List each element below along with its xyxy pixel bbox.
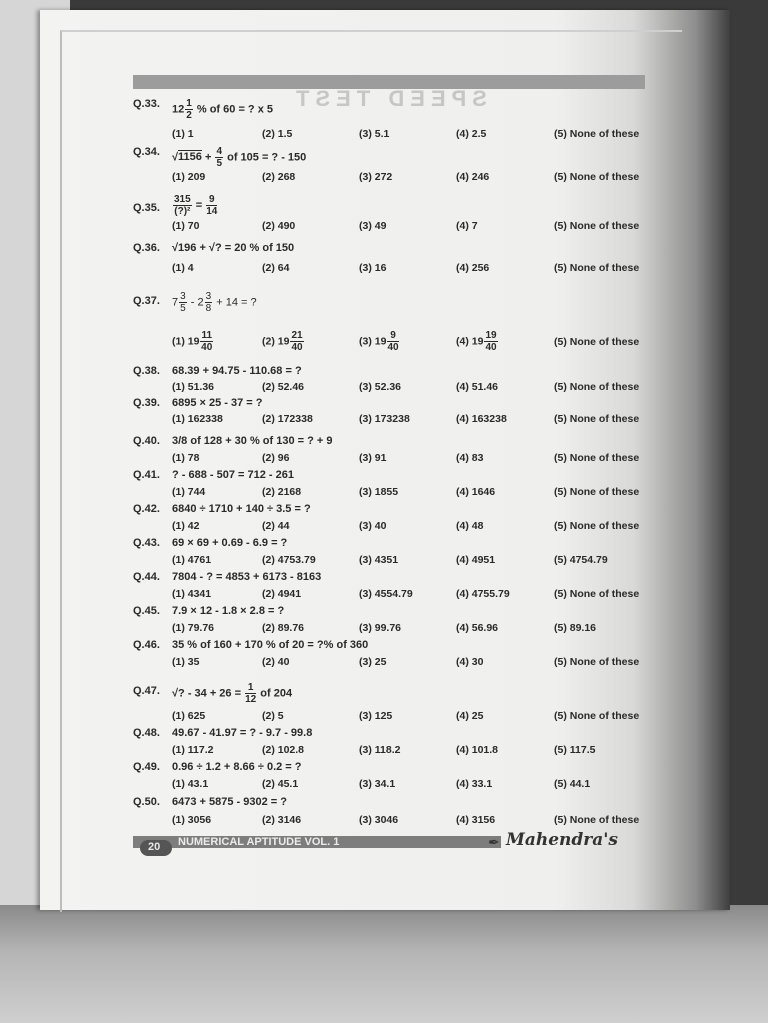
fraction-denominator: 40 bbox=[201, 342, 213, 353]
option-1[interactable]: (1) 43.1 bbox=[172, 778, 209, 790]
options-39 bbox=[172, 413, 652, 427]
option-3[interactable]: (3) 5.1 bbox=[359, 128, 390, 140]
option-2[interactable]: (2) 268 bbox=[262, 171, 296, 183]
fraction-numerator: 19 bbox=[485, 330, 497, 341]
fraction-denominator: 2 bbox=[186, 110, 192, 121]
option-whole: (2) 19 bbox=[262, 335, 290, 348]
option-4[interactable]: (4) 1646 bbox=[456, 486, 496, 498]
option-3[interactable]: (3) 3046 bbox=[359, 814, 399, 826]
book-title: NUMERICAL APTITUDE VOL. 1 bbox=[178, 836, 340, 848]
option-3[interactable]: (3) 99.76 bbox=[359, 622, 402, 634]
question-number: Q.39. bbox=[133, 397, 160, 409]
math-text: = bbox=[195, 199, 203, 212]
fraction-numerator: 315 bbox=[174, 194, 191, 205]
option-2[interactable]: (2) 89.76 bbox=[262, 622, 305, 634]
option-5[interactable]: (5) None of these bbox=[554, 171, 640, 183]
option-3[interactable]: (3) 118.2 bbox=[359, 744, 401, 756]
option-4[interactable]: (4) 101.8 bbox=[456, 744, 499, 756]
fraction-denominator: 5 bbox=[180, 303, 186, 314]
options-45 bbox=[172, 622, 652, 636]
fraction-denominator: 12 bbox=[245, 694, 257, 705]
option-1[interactable]: (1) 79.76 bbox=[172, 622, 215, 634]
option-5[interactable]: (5) 4754.79 bbox=[554, 554, 608, 566]
option-3[interactable]: (3) 272 bbox=[359, 171, 393, 183]
fraction-denominator: 40 bbox=[387, 342, 399, 353]
option-5[interactable]: (5) 117.5 bbox=[554, 744, 596, 756]
option-5[interactable]: (5) 89.16 bbox=[554, 622, 597, 634]
option-5[interactable]: (5) None of these bbox=[554, 452, 640, 464]
question-text: √196 + √? = 20 % of 150 bbox=[172, 242, 295, 254]
option-3[interactable]: (3) 4554.79 bbox=[359, 588, 413, 600]
question-text bbox=[172, 291, 257, 314]
option-5[interactable]: (5) None of these bbox=[554, 486, 640, 498]
options-46 bbox=[172, 656, 652, 670]
option-3[interactable]: (3) 125 bbox=[359, 710, 393, 722]
fraction-denominator: (?)² bbox=[174, 206, 191, 217]
option-4[interactable]: (4) 33.1 bbox=[456, 778, 493, 790]
page-number: 20 bbox=[148, 841, 161, 853]
option-2[interactable]: (2) 1.5 bbox=[262, 128, 293, 140]
option-5[interactable]: (5) None of these bbox=[554, 220, 640, 232]
fraction bbox=[185, 98, 193, 121]
question-text: 7.9 × 12 - 1.8 × 2.8 = ? bbox=[172, 605, 285, 617]
option-2[interactable]: (2) 44 bbox=[262, 520, 290, 532]
fraction-numerator: 1 bbox=[245, 682, 256, 694]
question-text: 69 × 69 + 0.69 - 6.9 = ? bbox=[172, 537, 288, 549]
pen-logo-icon: ✒ bbox=[488, 834, 500, 850]
question-number: Q.46. bbox=[133, 639, 160, 651]
option-3[interactable]: (3) 25 bbox=[359, 656, 387, 668]
option-4[interactable]: (4) 246 bbox=[456, 171, 490, 183]
math-text: 1156 bbox=[178, 151, 202, 164]
options-38 bbox=[172, 381, 652, 395]
option-2[interactable]: (2) 102.8 bbox=[262, 744, 305, 756]
options-41 bbox=[172, 486, 652, 500]
question-text: 68.39 + 94.75 - 110.68 = ? bbox=[172, 365, 302, 377]
option-5[interactable]: (5) None of these bbox=[554, 262, 640, 274]
question-number: Q.42. bbox=[133, 503, 160, 515]
option-3[interactable]: (3) 1855 bbox=[359, 486, 399, 498]
option-5[interactable]: (5) None of these bbox=[554, 520, 640, 532]
fraction-numerator: 4 bbox=[216, 146, 223, 157]
fraction-numerator: 9 bbox=[206, 194, 217, 206]
fraction-denominator: 5 bbox=[216, 158, 223, 169]
fraction-denominator: 40 bbox=[485, 342, 497, 353]
option-1[interactable]: (1) 4761 bbox=[172, 554, 212, 566]
option-3[interactable]: (3) 52.36 bbox=[359, 381, 402, 393]
option-4[interactable]: (4) 25 bbox=[456, 710, 484, 722]
option-5[interactable]: (5) None of these bbox=[554, 588, 640, 600]
option-2[interactable]: (2) 172338 bbox=[262, 413, 313, 425]
fraction bbox=[179, 291, 187, 314]
option-2[interactable]: (2) 45.1 bbox=[262, 778, 299, 790]
option-3[interactable]: (3) 16 bbox=[359, 262, 387, 274]
options-33 bbox=[172, 128, 652, 142]
question-number: Q.50. bbox=[133, 796, 160, 808]
option-1[interactable]: (1) 744 bbox=[172, 486, 206, 498]
options-37 bbox=[172, 330, 652, 356]
question-text bbox=[172, 98, 273, 121]
question-number: Q.35. bbox=[133, 202, 160, 214]
math-text: of 105 = ? - 150 bbox=[227, 151, 307, 164]
question-text bbox=[172, 194, 218, 217]
question-number: Q.33. bbox=[133, 98, 160, 110]
question-text bbox=[172, 146, 306, 169]
option-2[interactable]: (2) 2168 bbox=[262, 486, 302, 498]
option-4[interactable]: (4) 48 bbox=[456, 520, 484, 532]
question-text: 6895 × 25 - 37 = ? bbox=[172, 397, 263, 409]
option-1[interactable]: (1) 4341 bbox=[172, 588, 212, 600]
option-4[interactable]: (4) 3156 bbox=[456, 814, 496, 826]
fraction-numerator: 11 bbox=[201, 330, 213, 341]
option-1[interactable]: (1) 70 bbox=[172, 220, 200, 232]
fraction-denominator: 8 bbox=[205, 303, 212, 314]
options-47 bbox=[172, 710, 652, 724]
option-3[interactable]: (3) 34.1 bbox=[359, 778, 396, 790]
fraction-numerator: 1 bbox=[186, 98, 192, 109]
math-text: 12 bbox=[172, 103, 185, 116]
option-1[interactable]: (1) 117.2 bbox=[172, 744, 214, 756]
fraction bbox=[484, 330, 497, 353]
question-number: Q.40. bbox=[133, 435, 160, 447]
fraction-numerator: 21 bbox=[291, 330, 303, 341]
option-5[interactable]: (5) None of these bbox=[554, 656, 640, 668]
root-sign: √ bbox=[172, 151, 179, 164]
option-3[interactable]: (3) 4351 bbox=[359, 554, 399, 566]
question-text: 49.67 - 41.97 = ? - 9.7 - 99.8 bbox=[172, 727, 313, 739]
question-number: Q.36. bbox=[133, 242, 160, 254]
options-34 bbox=[172, 171, 652, 185]
option-2[interactable]: (2) 4941 bbox=[262, 588, 302, 600]
option-4[interactable]: (4) 51.46 bbox=[456, 381, 499, 393]
option-1[interactable] bbox=[172, 330, 214, 353]
question-text bbox=[172, 682, 292, 705]
option-2[interactable]: (2) 40 bbox=[262, 656, 290, 668]
option-2[interactable]: (2) 52.46 bbox=[262, 381, 305, 393]
fraction bbox=[205, 291, 213, 314]
fraction bbox=[206, 194, 217, 217]
option-1[interactable]: (1) 209 bbox=[172, 171, 206, 183]
fraction bbox=[387, 330, 398, 353]
option-5[interactable]: (5) None of these bbox=[554, 381, 640, 393]
option-5[interactable]: (5) None of these bbox=[554, 710, 640, 722]
question-number: Q.38. bbox=[133, 365, 160, 377]
question-number: Q.41. bbox=[133, 469, 160, 481]
option-whole: (3) 19 bbox=[359, 335, 387, 348]
fraction bbox=[290, 330, 303, 353]
option-4[interactable]: (4) 56.96 bbox=[456, 622, 499, 634]
question-text: ? - 688 - 507 = 712 - 261 bbox=[172, 469, 294, 481]
option-5[interactable]: (5) None of these bbox=[554, 336, 640, 348]
option-4[interactable] bbox=[456, 330, 499, 353]
option-1[interactable]: (1) 42 bbox=[172, 520, 200, 532]
option-3[interactable]: (3) 49 bbox=[359, 220, 387, 232]
option-5[interactable]: (5) None of these bbox=[554, 814, 640, 826]
option-2[interactable] bbox=[262, 330, 305, 353]
question-text: 6473 + 5875 - 9302 = ? bbox=[172, 796, 287, 808]
option-5[interactable]: (5) 44.1 bbox=[554, 778, 591, 790]
options-42 bbox=[172, 520, 652, 534]
fraction-denominator: 40 bbox=[291, 342, 303, 353]
question-text: 7804 - ? = 4853 + 6173 - 8163 bbox=[172, 571, 322, 583]
option-1[interactable]: (1) 51.36 bbox=[172, 381, 215, 393]
option-4[interactable]: (4) 163238 bbox=[456, 413, 507, 425]
options-50 bbox=[172, 814, 652, 828]
option-2[interactable]: (2) 490 bbox=[262, 220, 296, 232]
question-text: 6840 ÷ 1710 + 140 ÷ 3.5 = ? bbox=[172, 503, 311, 515]
math-text: + 14 = ? bbox=[216, 296, 257, 309]
option-4[interactable]: (4) 30 bbox=[456, 656, 484, 668]
question-text: 0.96 ÷ 1.2 + 8.66 ÷ 0.2 = ? bbox=[172, 761, 302, 773]
options-35 bbox=[172, 220, 652, 234]
option-2[interactable]: (2) 4753.79 bbox=[262, 554, 316, 566]
option-1[interactable]: (1) 1 bbox=[172, 128, 194, 140]
option-1[interactable]: (1) 3056 bbox=[172, 814, 212, 826]
option-5[interactable]: (5) None of these bbox=[554, 128, 640, 140]
math-text: % of 60 = ? x 5 bbox=[196, 103, 273, 116]
option-2[interactable]: (2) 5 bbox=[262, 710, 284, 722]
option-4[interactable]: (4) 2.5 bbox=[456, 128, 487, 140]
option-5[interactable]: (5) None of these bbox=[554, 413, 640, 425]
option-1[interactable]: (1) 4 bbox=[172, 262, 194, 274]
fraction-numerator: 9 bbox=[387, 330, 398, 342]
question-number: Q.43. bbox=[133, 537, 160, 549]
fraction bbox=[200, 330, 213, 353]
options-49 bbox=[172, 778, 652, 792]
option-1[interactable]: (1) 35 bbox=[172, 656, 200, 668]
question-text: 35 % of 160 + 170 % of 20 = ?% of 360 bbox=[172, 639, 369, 651]
option-2[interactable]: (2) 96 bbox=[262, 452, 290, 464]
option-4[interactable]: (4) 4755.79 bbox=[456, 588, 510, 600]
option-1[interactable]: (1) 625 bbox=[172, 710, 206, 722]
option-3[interactable]: (3) 173238 bbox=[359, 413, 410, 425]
question-number: Q.44. bbox=[133, 571, 160, 583]
options-48 bbox=[172, 744, 652, 758]
question-number: Q.48. bbox=[133, 727, 160, 739]
fraction bbox=[215, 146, 223, 169]
option-3[interactable]: (3) 40 bbox=[359, 520, 387, 532]
option-3[interactable] bbox=[359, 330, 400, 353]
publisher-logo: Mahendra's bbox=[506, 830, 619, 850]
options-43 bbox=[172, 554, 652, 568]
fraction-numerator: 3 bbox=[205, 291, 212, 302]
option-4[interactable]: (4) 83 bbox=[456, 452, 484, 464]
option-whole: (4) 19 bbox=[456, 335, 484, 348]
question-number: Q.47. bbox=[133, 685, 160, 697]
option-1[interactable]: (1) 162338 bbox=[172, 413, 223, 425]
math-text: 7 bbox=[172, 296, 179, 309]
options-40 bbox=[172, 452, 652, 466]
show-through-heading: SPEED TEST bbox=[290, 86, 487, 111]
fraction-denominator: 14 bbox=[206, 206, 218, 217]
option-3[interactable]: (3) 91 bbox=[359, 452, 387, 464]
question-number: Q.34. bbox=[133, 146, 160, 158]
question-text: 3/8 of 128 + 30 % of 130 = ? + 9 bbox=[172, 435, 333, 447]
options-44 bbox=[172, 588, 652, 602]
background-bottom bbox=[0, 905, 768, 1023]
option-1[interactable]: (1) 78 bbox=[172, 452, 200, 464]
fraction bbox=[173, 194, 192, 217]
math-text: √? - 34 + 26 = bbox=[172, 687, 242, 700]
math-text: - 2 bbox=[190, 296, 204, 309]
question-number: Q.49. bbox=[133, 761, 160, 773]
option-2[interactable]: (2) 64 bbox=[262, 262, 290, 274]
fraction-numerator: 3 bbox=[180, 291, 186, 302]
option-4[interactable]: (4) 4951 bbox=[456, 554, 496, 566]
question-number: Q.45. bbox=[133, 605, 160, 617]
fraction bbox=[245, 682, 256, 705]
options-36 bbox=[172, 262, 652, 276]
question-number: Q.37. bbox=[133, 295, 160, 307]
math-text: of 204 bbox=[260, 687, 293, 700]
math-text: + bbox=[204, 151, 212, 164]
option-whole: (1) 19 bbox=[172, 335, 200, 348]
option-4[interactable]: (4) 256 bbox=[456, 262, 490, 274]
option-4[interactable]: (4) 7 bbox=[456, 220, 478, 232]
option-2[interactable]: (2) 3146 bbox=[262, 814, 302, 826]
